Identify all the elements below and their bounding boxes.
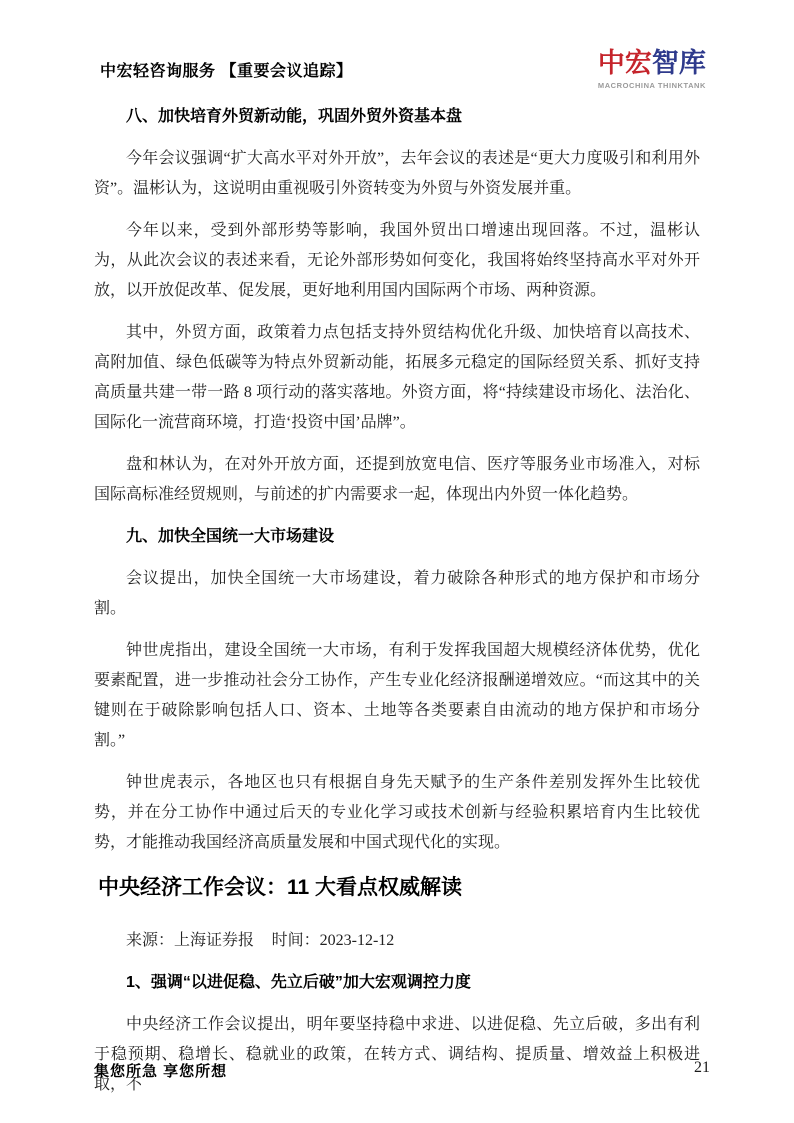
brand-logo [598, 46, 706, 90]
page-header [0, 0, 794, 90]
brand-logo-text-red: 中宏 [597, 48, 652, 78]
paragraph: 中央经济工作会议提出，明年要坚持稳中求进、以进促稳、先立后破，多出有利于稳预期、稳增长、稳就业的政策，在转方式、调结构、提质量、增效益上积极进取，不 [94, 1015, 700, 1093]
paragraph: 今年以来，受到外部形势等影响，我国外贸出口增速出现回落。不过，温彬认为，从此次会议的表述来看，无论外部形势如何变化，我国将始终坚持高水平对外开放，以开放促改革、促发展，更好地利用国内国际两个市场、两种资源。 [94, 221, 700, 299]
article-title: 中央经济工作会议：11 大看点权威解读 [98, 875, 463, 899]
section-heading-8: 八、加快培育外贸新动能，巩固外贸外资基本盘 [126, 107, 463, 125]
footer-slogan: 集您所急 享您所想 [94, 1063, 228, 1080]
brand-logo-subtext: MACROCHINA THINKTANK [597, 81, 706, 90]
paragraph: 会议提出，加快全国统一大市场建设，着力破除各种形式的地方保护和市场分割。 [94, 569, 700, 617]
header-doc-title: 中宏轻咨询服务 【重要会议追踪】 [100, 63, 353, 80]
paragraph: 其中，外贸方面，政策着力点包括支持外贸结构优化升级、加快培育以高技术、高附加值、绿色低碳等为特点外贸新动能，拓展多元稳定的国际经贸关系、抓好支持高质量共建一带一路 8 项行动的落实落地。外资方面，将“持续建设市场化、法治化、国际化一流营商环境，打造‘投资中国’品牌”。 [94, 323, 700, 431]
paragraph: 盘和林认为，在对外开放方面，还提到放宽电信、医疗等服务业市场准入，对标国际高标准经贸规则，与前述的扩内需要求一起，体现出内外贸一体化趋势。 [94, 455, 700, 503]
article-section-heading-1: 1、强调“以进促稳、先立后破”加大宏观调控力度 [126, 973, 471, 991]
paragraph: 今年会议强调“扩大高水平对外开放”，去年会议的表述是“更大力度吸引和利用外资”。温彬认为，这说明由重视吸引外资转变为外贸与外资发展并重。 [94, 149, 700, 197]
document-body [0, 90, 794, 1100]
paragraph: 钟世虎指出，建设全国统一大市场，有利于发挥我国超大规模经济体优势，优化要素配置，进一步推动社会分工协作，产生专业化经济报酬递增效应。“而这其中的关键则在于破除影响包括人口、资本、土地等各类要素自由流动的地方保护和市场分割。” [94, 641, 700, 749]
article-meta [94, 926, 700, 956]
article-source: 来源：上海证券报 [126, 931, 255, 949]
page-number: 21 [694, 1059, 710, 1076]
section-heading-9: 九、加快全国统一大市场建设 [126, 527, 335, 545]
article-date: 时间：2023-12-12 [271, 931, 395, 949]
brand-logo-wordmark [598, 46, 706, 80]
brand-logo-text-blue: 智库 [651, 48, 706, 78]
paragraph: 钟世虎表示，各地区也只有根据自身先天赋予的生产条件差别发挥外生比较优势，并在分工协作中通过后天的专业化学习或技术创新与经验积累培育内生比较优势，才能推动我国经济高质量发展和中国式现代化的实现。 [94, 773, 700, 851]
